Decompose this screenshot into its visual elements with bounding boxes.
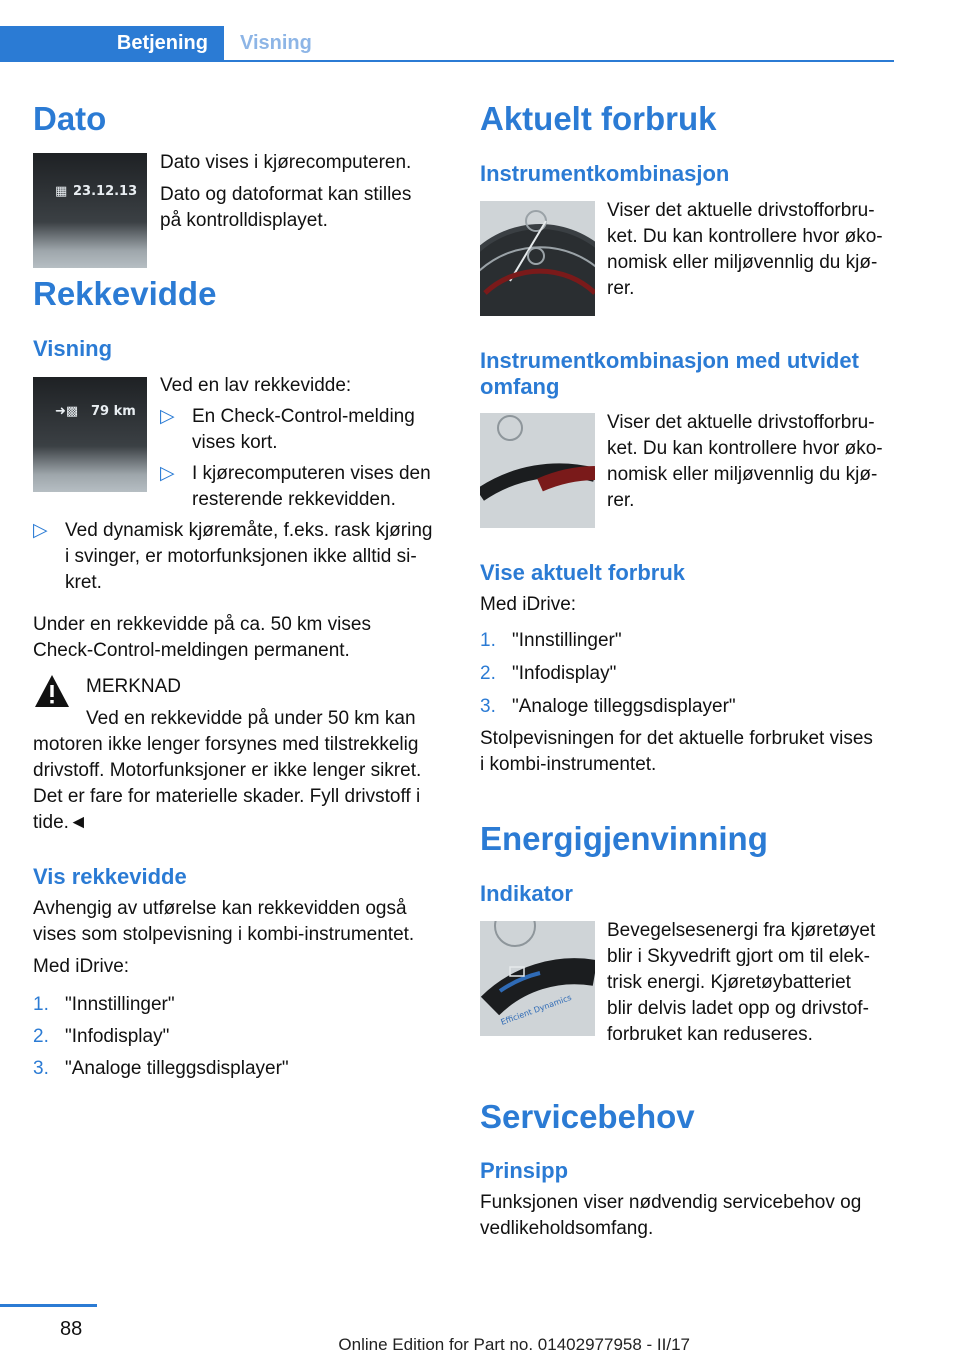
section-title-rekkevidde: Rekkevidde bbox=[33, 275, 217, 312]
tab-visning[interactable]: Visning bbox=[240, 32, 312, 54]
stolpe-text-2: i kombi-instrumentet. bbox=[480, 754, 657, 775]
forbruk-desc-line: ket. Du kan kontrollere hvor øko- bbox=[607, 438, 883, 459]
forbruk-desc-line: Viser det aktuelle drivstofforbru- bbox=[607, 412, 875, 433]
forbruk-desc-line: nomisk eller miljøvennlig du kjø- bbox=[607, 464, 878, 485]
section-title-servicebehov: Servicebehov bbox=[480, 1098, 695, 1135]
range-display-image bbox=[33, 377, 147, 492]
service-text-2: vedlikeholdsomfang. bbox=[480, 1218, 654, 1239]
date-display-text: 23.12.13 bbox=[73, 184, 138, 199]
consumption-gauge-image bbox=[480, 201, 595, 316]
subtitle-prinsipp: Prinsipp bbox=[480, 1158, 569, 1183]
energi-desc-line: trisk energi. Kjøretøybatteriet bbox=[607, 972, 851, 993]
forbruk-desc-line: nomisk eller miljøvennlig du kjø- bbox=[607, 252, 878, 273]
forbruk-desc-line: rer. bbox=[607, 278, 635, 299]
note-line: drivstoff. Motorfunksjoner er ikke lenger sikret. bbox=[33, 760, 422, 781]
note-line: tide.◄ bbox=[33, 812, 88, 833]
subtitle-instrumentkombinasjon: Instrumentkombinasjon bbox=[480, 161, 730, 186]
vis-text-1: Avhengig av utførelse kan rekkevidden også bbox=[33, 898, 407, 919]
extended-gauge-image bbox=[480, 413, 595, 528]
subtitle-vise-aktuelt-forbruk: Vise aktuelt forbruk bbox=[480, 560, 685, 585]
section-title-aktuelt-forbruk: Aktuelt forbruk bbox=[480, 100, 717, 137]
range-permanent-text-2: Check-Control-meldingen permanent. bbox=[33, 640, 350, 661]
energi-desc-line: blir i Skyvedrift gjort om til elek- bbox=[607, 946, 870, 967]
section-title-energigjenvinning: Energigjenvinning bbox=[480, 820, 768, 857]
range-intro: Ved en lav rekkevidde: bbox=[160, 375, 352, 396]
recuperation-gauge-image bbox=[480, 921, 595, 1036]
service-text-1: Funksjonen viser nødvendig servicebehov og bbox=[480, 1192, 862, 1213]
header-tabbar bbox=[0, 26, 894, 62]
footer-rule bbox=[0, 1304, 97, 1307]
vis-text-2: vises som stolpevisning i kombi-instrumentet. bbox=[33, 924, 415, 945]
subtitle-utvidet-2: omfang bbox=[480, 374, 560, 399]
forbruk-desc-line: ket. Du kan kontrollere hvor øko- bbox=[607, 226, 883, 247]
energi-desc-line: forbruket kan reduseres. bbox=[607, 1024, 813, 1045]
range-permanent-text-1: Under en rekkevidde på ca. 50 km vises bbox=[33, 614, 371, 635]
energi-desc-line: Bevegelsesenergi fra kjøretøyet bbox=[607, 920, 876, 941]
note-line: Ved en rekkevidde på under 50 km kan bbox=[86, 708, 416, 729]
calendar-icon: ▦ bbox=[55, 184, 68, 199]
subtitle-utvidet-1: Instrumentkombinasjon med utvidet bbox=[480, 348, 859, 373]
dato-text-1: Dato vises i kjørecomputeren. bbox=[160, 152, 412, 173]
note-line: motoren ikke lenger forsynes med tilstrekkelig bbox=[33, 734, 419, 755]
range-display-text: 79 km bbox=[91, 404, 136, 419]
date-display-image bbox=[33, 153, 147, 268]
subtitle-vis-rekkevidde: Vis rekkevidde bbox=[33, 864, 187, 889]
note-line: Det er fare for materielle skader. Fyll drivstoff i bbox=[33, 786, 421, 807]
forbruk-desc-line: rer. bbox=[607, 490, 635, 511]
dato-text-2a: Dato og datoformat kan stilles bbox=[160, 184, 412, 205]
page-number: 88 bbox=[60, 1318, 83, 1340]
stolpe-text-1: Stolpevisningen for det aktuelle forbruket vises bbox=[480, 728, 873, 749]
section-title-dato: Dato bbox=[33, 100, 107, 137]
gauge-label: Efficient Dynamics bbox=[499, 992, 573, 1027]
triangle-bullet-icon: ▷ bbox=[160, 463, 175, 484]
idrive-label: Med iDrive: bbox=[33, 956, 130, 977]
subtitle-indikator: Indikator bbox=[480, 881, 573, 906]
triangle-bullet-icon: ▷ bbox=[33, 520, 48, 541]
subtitle-visning: Visning bbox=[33, 336, 113, 361]
forbruk-desc-line: Viser det aktuelle drivstofforbru- bbox=[607, 200, 875, 221]
edition-text: Online Edition for Part no. 01402977958 - II/17 bbox=[338, 1335, 690, 1354]
tab-betjening[interactable]: Betjening bbox=[0, 26, 224, 60]
idrive-label: Med iDrive: bbox=[480, 594, 577, 615]
fuel-pump-icon: ➜▩ bbox=[55, 404, 79, 419]
dato-text-2b: på kontrolldisplayet. bbox=[160, 210, 328, 231]
triangle-bullet-icon: ▷ bbox=[160, 406, 175, 427]
note-title: MERKNAD bbox=[86, 676, 182, 697]
warning-icon bbox=[33, 672, 71, 710]
energi-desc-line: blir delvis ladet opp og drivstof- bbox=[607, 998, 869, 1019]
